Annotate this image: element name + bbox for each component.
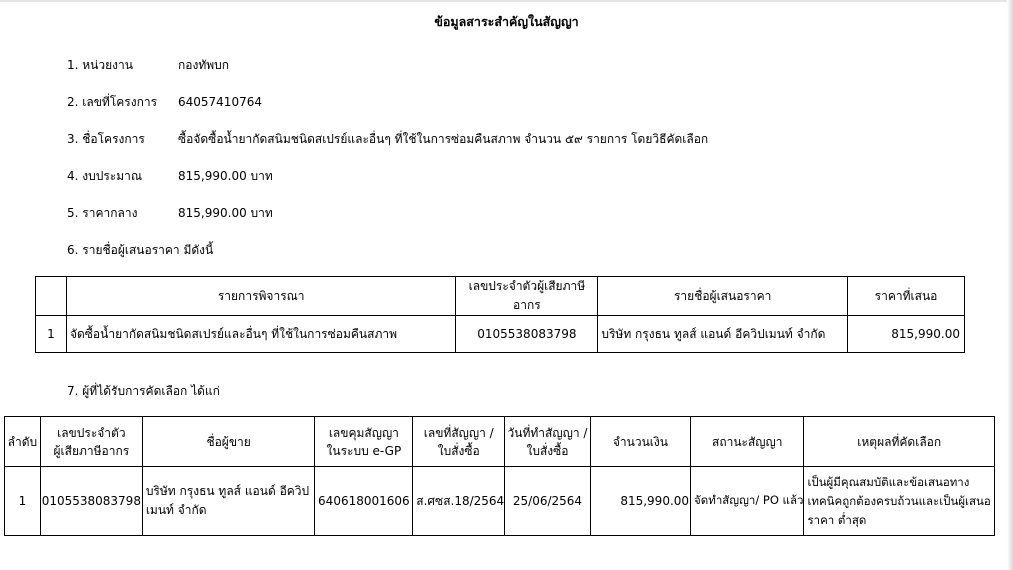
info-value: ซื้อจัดซื้อน้ำยากัดสนิมชนิดสเปรย์และอื่นๆ ที่ใช้ในการซ่อมคืนสภาพ จำนวน ๕๙ รายการ โดยวิธีคัดเลือก <box>178 132 709 146</box>
header-line: ในระบบ e-GP <box>326 443 402 458</box>
info-value: 64057410764 <box>178 95 262 109</box>
header-line: เลขที่สัญญา / <box>423 425 494 440</box>
column-header-date <box>505 417 591 467</box>
cell-price: 815,990.00 <box>848 316 965 353</box>
header-line: ใบสั่งซื้อ <box>437 443 480 458</box>
cell-date: 25/06/2564 <box>505 467 591 536</box>
header-line: ใบสั่งซื้อ <box>526 443 569 458</box>
cell-no: 1 <box>5 467 41 536</box>
info-value: 815,990.00 บาท <box>178 206 273 220</box>
info-value: 815,990.00 บาท <box>178 169 273 183</box>
column-header-control-no <box>315 417 413 467</box>
cell-bidder: บริษัท กรุงธน ทูลส์ แอนด์ อีควิปเมนท์ จำกัด <box>598 316 848 353</box>
cell-seller: บริษัท กรุงธน ทูลส์ แอนด์ อีควิปเมนท์ จำกัด <box>142 467 315 536</box>
bidders-table <box>35 276 965 353</box>
header-line: เลขคุมสัญญา <box>328 425 399 440</box>
column-header-status: สถานะสัญญา <box>691 417 804 467</box>
column-header-no: ลำดับ <box>5 417 41 467</box>
column-header-contract-no <box>413 417 505 467</box>
header-line: ผู้เสียภาษีอากร <box>53 443 130 458</box>
cell-tax-id: 0105538083798 <box>40 467 142 536</box>
winners-table <box>4 416 995 536</box>
page-top-edge <box>0 0 1013 2</box>
info-label: 2. เลขที่โครงการ <box>67 95 158 109</box>
column-header-seller: ชื่อผู้ขาย <box>142 417 315 467</box>
info-label: 1. หน่วยงาน <box>67 58 133 72</box>
page-title: ข้อมูลสาระสำคัญในสัญญา <box>434 14 579 29</box>
column-header-tax-id: เลขประจำตัวผู้เสียภาษีอากร <box>456 277 598 316</box>
page-right-edge <box>1007 0 1013 570</box>
header-line: เลขประจำตัว <box>57 425 126 440</box>
winners-heading: 7. ผู้ที่ได้รับการคัดเลือก ได้แก่ <box>67 384 220 398</box>
column-header-tax-id <box>40 417 142 467</box>
info-label: 3. ชื่อโครงการ <box>67 132 145 146</box>
info-value: กองทัพบก <box>178 58 230 72</box>
cell-item: จัดซื้อน้ำยากัดสนิมชนิดสเปรย์และอื่นๆ ที่ใช้ในการซ่อมคืนสภาพ <box>66 316 455 353</box>
column-header-price: ราคาที่เสนอ <box>848 277 965 316</box>
cell-contract-no: ส.ศซส.18/2564 <box>413 467 505 536</box>
cell-reason: เป็นผู้มีคุณสมบัติและข้อเสนอทางเทคนิคถูกต้องครบถ้วนและเป็นผู้เสนอราคา ต่ำสุด <box>804 467 995 536</box>
column-header-index <box>36 277 67 316</box>
table-row <box>36 316 965 353</box>
column-header-reason: เหตุผลที่คัดเลือก <box>804 417 995 467</box>
column-header-item: รายการพิจารณา <box>66 277 455 316</box>
info-label: 4. งบประมาณ <box>67 169 143 183</box>
column-header-amount: จำนวนเงิน <box>590 417 690 467</box>
info-label: 5. ราคากลาง <box>67 206 138 220</box>
cell-tax-id: 0105538083798 <box>456 316 598 353</box>
header-line: วันที่ทำสัญญา / <box>507 425 588 440</box>
cell-status: จัดทำสัญญา/ PO แล้ว <box>691 467 804 536</box>
cell-index: 1 <box>36 316 67 353</box>
cell-control-no: 640618001606 <box>315 467 413 536</box>
cell-amount: 815,990.00 <box>590 467 690 536</box>
column-header-bidder: รายชื่อผู้เสนอราคา <box>598 277 848 316</box>
bidders-heading: 6. รายชื่อผู้เสนอราคา มีดังนี้ <box>67 243 214 257</box>
table-row <box>5 467 995 536</box>
table-header-row <box>36 277 965 316</box>
table-header-row <box>5 417 995 467</box>
